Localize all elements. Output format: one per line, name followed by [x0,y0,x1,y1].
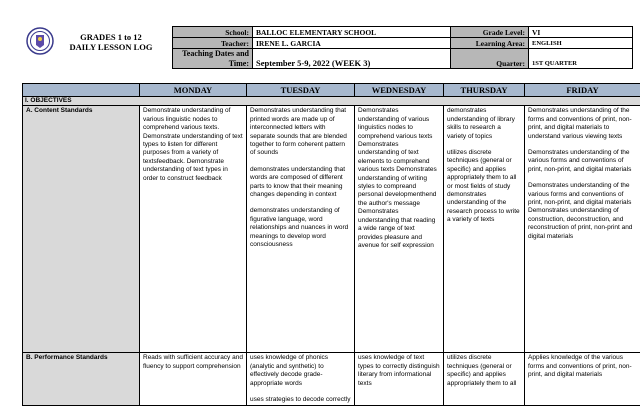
cell-text: uses knowledge of phonics (analytic and synthetic) to effectively decode grade-appropriate words [250,354,329,387]
cell-text: Applies knowledge of the various forms and conventions of print, non-print, and digital materials [528,354,632,379]
cell-text: demonstrates understanding of figurative language, word relationships and nuances in word meanings to develop word consciousness [250,207,349,249]
doc-title-line2: DAILY LESSON LOG [69,42,153,52]
day-header: THURSDAY [444,84,525,97]
deped-seal-icon [26,27,54,55]
doc-title-line1: GRADES 1 to 12 [80,32,142,42]
cell-text: Demonstrate understanding of various linguistic nodes to comprehend various texts. Demonstrate understanding of text types to listen for different purposes from a variety of textsfeedback. Demonstrate understanding of text types in order to construct feedback [143,107,243,182]
dates-label-line2: Time: [228,58,249,68]
cell-text: utilizes discrete techniques (general or specific) and applies appropriately them to all [447,354,517,387]
performance-standards-row [23,353,640,406]
cell-text: utilizes discrete techniques (general or specific) and applies appropriately them to all or most fields of study demonstrates understanding of the research process to write a variety of texts [447,149,520,224]
performance-standards-label: B. Performance Standards [23,353,140,406]
quarter-value: 1ST QUARTER [529,49,633,69]
performance-tuesday [247,353,355,406]
cell-text: Demonstrates understanding of the various forms and conventions of print, non-print, and digital materials Demonstrates understanding of construction, deconstruction, and reconstruction of print, non-print and digital materials [528,182,633,240]
teacher-label: Teacher: [173,38,253,49]
cell-text: demonstrates understanding of library skills to research a variety of topics [447,107,515,140]
content-thursday [444,106,525,353]
grade-value: VI [529,27,633,38]
objectives-label: I. OBJECTIVES [23,97,640,106]
performance-friday [525,353,640,406]
cell-text: Demonstrates understanding of the various forms and conventions of print, non-print, and digital materials [528,149,632,173]
day-header: TUESDAY [247,84,355,97]
content-tuesday [247,106,355,353]
corner-cell [23,84,140,97]
cell-text: Demonstrates understanding of the forms and conventions of print, non-print, and digital materials to understand various viewing texts [528,107,632,140]
day-header: FRIDAY [525,84,640,97]
objectives-row [23,97,640,106]
doc-title [56,32,166,52]
school-value: BALLOC ELEMENTARY SCHOOL [253,27,451,38]
cell-text: uses strategies to decode correctly [250,396,351,404]
cell-text: Demonstrates understanding of various linguistics nodes to comprehend various texts Demonstrates understanding of text elements to comprehend various texts Demonstrates understanding of writing styles to compreand personal developmenthend the author's message Demonstrates understanding that reading a wide range of text provides pleasure and avenue for self expression [358,107,437,249]
content-wednesday [355,106,444,353]
teacher-value: IRENE L. GARCIA [253,38,451,49]
content-standards-label: A. Content Standards [23,106,140,353]
day-header: WEDNESDAY [355,84,444,97]
content-monday [140,106,247,353]
dates-label-line1: Teaching Dates and [182,49,249,58]
content-standards-row [23,106,640,353]
cell-text: demonstrates understanding that words are composed of different parts to know that their meaning changes depending in context [250,165,346,199]
performance-monday [140,353,247,406]
lesson-log-table [22,83,640,406]
cell-text: Demonstrates understanding that printed words are made up of interconnected letters with separate sounds that are blended together to form coherent pattern of sounds [250,107,347,157]
performance-wednesday [355,353,444,406]
dates-label [173,49,253,69]
area-value: ENGLISH [529,38,633,49]
grade-label: Grade Level: [451,27,529,38]
quarter-label: Quarter: [451,49,529,69]
cell-text: Reads with sufficient accuracy and fluency to support comprehension [143,354,243,370]
school-label: School: [173,27,253,38]
area-label: Learning Area: [451,38,529,49]
performance-thursday [444,353,525,406]
cell-text: uses knowledge of text types to correctly distinguish literary from informational texts [358,354,440,387]
header-info-table [172,26,633,69]
dates-value: September 5-9, 2022 (WEEK 3) [253,49,451,69]
day-header: MONDAY [140,84,247,97]
content-friday [525,106,640,353]
days-header-row [23,84,640,97]
